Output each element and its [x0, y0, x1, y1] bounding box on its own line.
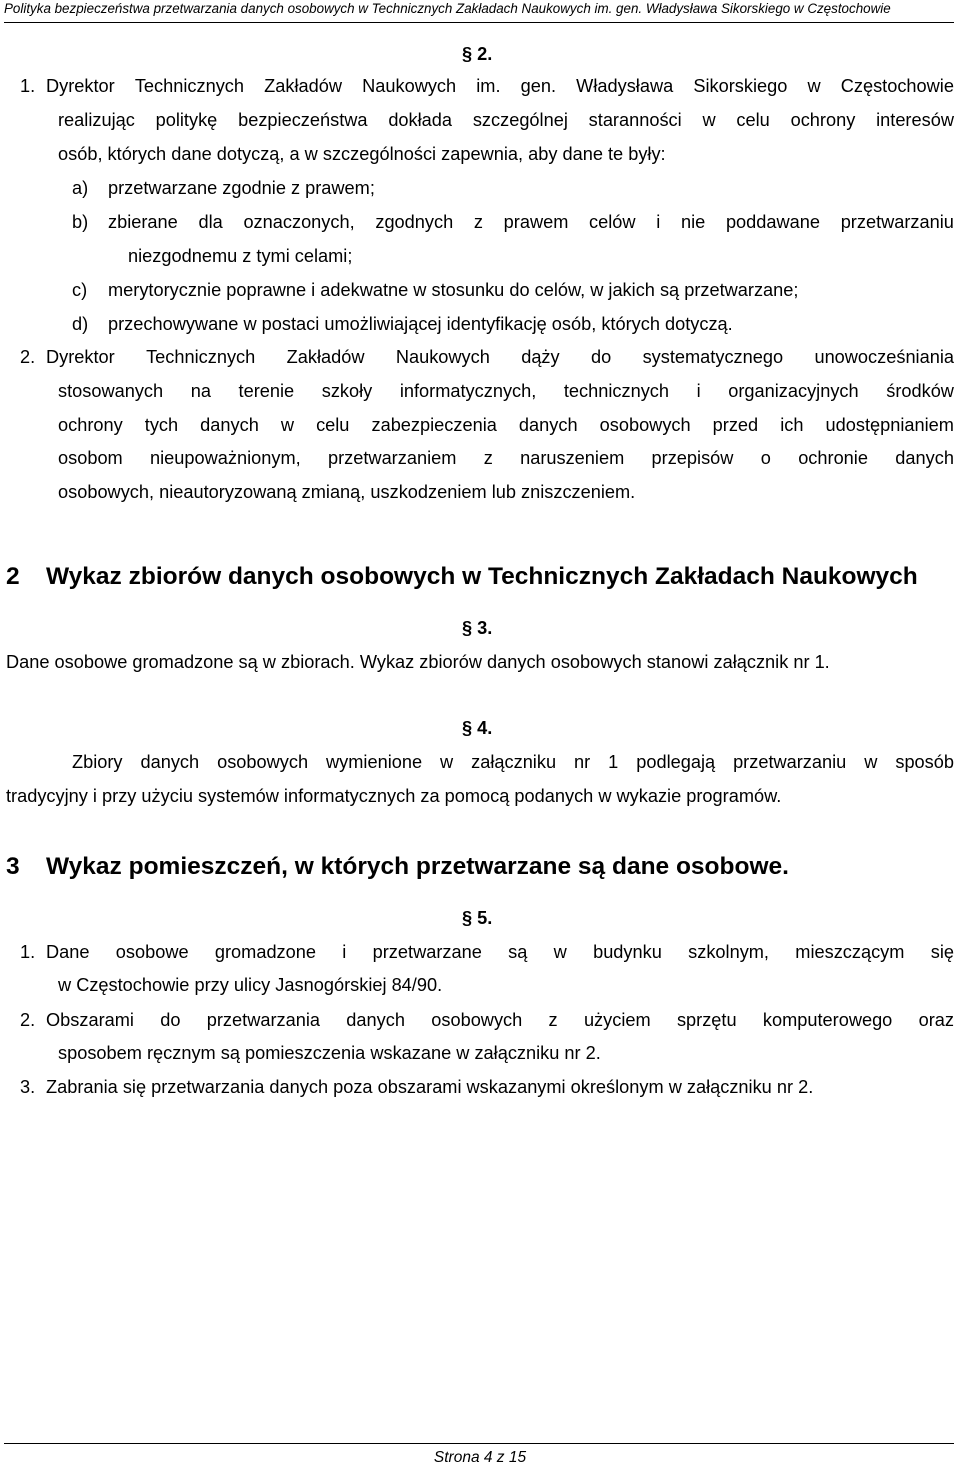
- paragraph-sign-3: § 3.: [462, 618, 493, 638]
- item-2-line-2: stosowanych na terenie szkoły informatycznych, technicznych i organizacyjnych środków: [58, 381, 954, 401]
- item-2-line-4: osobom nieupoważnionym, przetwarzaniem z naruszeniem przepisów o ochronie danych: [58, 448, 954, 468]
- subitem-marker-b: b): [72, 212, 89, 232]
- chapter-3-heading: [6, 852, 789, 882]
- item-number-2: 2.: [20, 347, 36, 367]
- item-2-line-1: Dyrektor Technicznych Zakładów Naukowych dąży do systematycznego unowocześniania: [46, 347, 954, 367]
- subitem-a-text: przetwarzane zgodnie z prawem;: [108, 178, 375, 198]
- section-5-item-2-line-1: Obszarami do przetwarzania danych osobowych z użyciem sprzętu komputerowego oraz: [46, 1010, 954, 1030]
- chapter-3-number: 3: [6, 853, 20, 880]
- paragraph-sign-5: § 5.: [462, 908, 493, 928]
- section-4-line-2: tradycyjny i przy użyciu systemów informatycznych za pomocą podanych w wykazie programów.: [6, 786, 782, 806]
- chapter-3-title: Wykaz pomieszczeń, w których przetwarzane są dane osobowe.: [46, 853, 789, 880]
- section-5-item-3-text: Zabrania się przetwarzania danych poza obszarami wskazanymi określonym w załączniku nr 2.: [46, 1077, 814, 1097]
- section-5-item-number-3: 3.: [20, 1077, 36, 1097]
- section-4-line-1: Zbiory danych osobowych wymienione w załączniku nr 1 podlegają przetwarzaniu w sposób: [72, 752, 954, 772]
- subitem-c-text: merytorycznie poprawne i adekwatne w stosunku do celów, w jakich są przetwarzane;: [108, 280, 799, 300]
- paragraph-sign-4: § 4.: [462, 718, 493, 738]
- chapter-2-number: 2: [6, 563, 20, 590]
- subitem-marker-c: c): [72, 280, 88, 300]
- page-number-label: Strona 4 z 15: [433, 1449, 527, 1466]
- page-footer: [0, 1447, 960, 1469]
- subitem-marker-a: a): [72, 178, 89, 198]
- section-5-item-number-2: 2.: [20, 1010, 36, 1030]
- subitem-d-text: przechowywane w postaci umożliwiającej identyfikację osób, których dotyczą.: [108, 314, 733, 334]
- item-2-line-5: osobowych, nieautoryzowaną zmianą, uszkodzeniem lub zniszczeniem.: [58, 482, 636, 502]
- section-5-item-2-line-2: sposobem ręcznym są pomieszczenia wskazane w załączniku nr 2.: [58, 1043, 601, 1063]
- section-5-item-1-line-2: w Częstochowie przy ulicy Jasnogórskiej 84/90.: [58, 975, 443, 995]
- item-2-line-3: ochrony tych danych w celu zabezpieczenia danych osobowych przed ich udostępnianiem: [58, 415, 954, 435]
- item-1-line-1: Dyrektor Technicznych Zakładów Naukowych im. gen. Władysława Sikorskiego w Częstochowie: [46, 76, 954, 96]
- chapter-2-heading: [6, 562, 918, 592]
- chapter-2-title: Wykaz zbiorów danych osobowych w Technicznych Zakładach Naukowych: [46, 563, 918, 590]
- footer-divider: [4, 1443, 954, 1444]
- subitem-marker-d: d): [72, 314, 89, 334]
- running-header-title: Polityka bezpieczeństwa przetwarzania danych osobowych w Technicznych Zakładach Naukowych im. gen. Władysława Sikorskiego w Częstochowie: [4, 1, 891, 16]
- subitem-b-line-1: zbierane dla oznaczonych, zgodnych z prawem celów i nie poddawane przetwarzaniu: [108, 212, 954, 232]
- item-1-line-2: realizując politykę bezpieczeństwa dokłada szczególnej staranności w celu ochrony interesów: [58, 110, 954, 130]
- section-5-item-1-line-1: Dane osobowe gromadzone i przetwarzane są w budynku szkolnym, mieszczącym się: [46, 942, 954, 962]
- section-5-item-number-1: 1.: [20, 942, 36, 962]
- subitem-b-line-2: niezgodnemu z tymi celami;: [128, 246, 353, 266]
- paragraph-sign-2: § 2.: [462, 44, 493, 64]
- item-number-1: 1.: [20, 76, 36, 96]
- section-3-text: Dane osobowe gromadzone są w zbiorach. Wykaz zbiorów danych osobowych stanowi załącznik nr 1.: [6, 652, 830, 672]
- running-header: [4, 0, 954, 23]
- item-1-line-3: osób, których dane dotyczą, a w szczególności zapewnia, aby dane te były:: [58, 144, 666, 164]
